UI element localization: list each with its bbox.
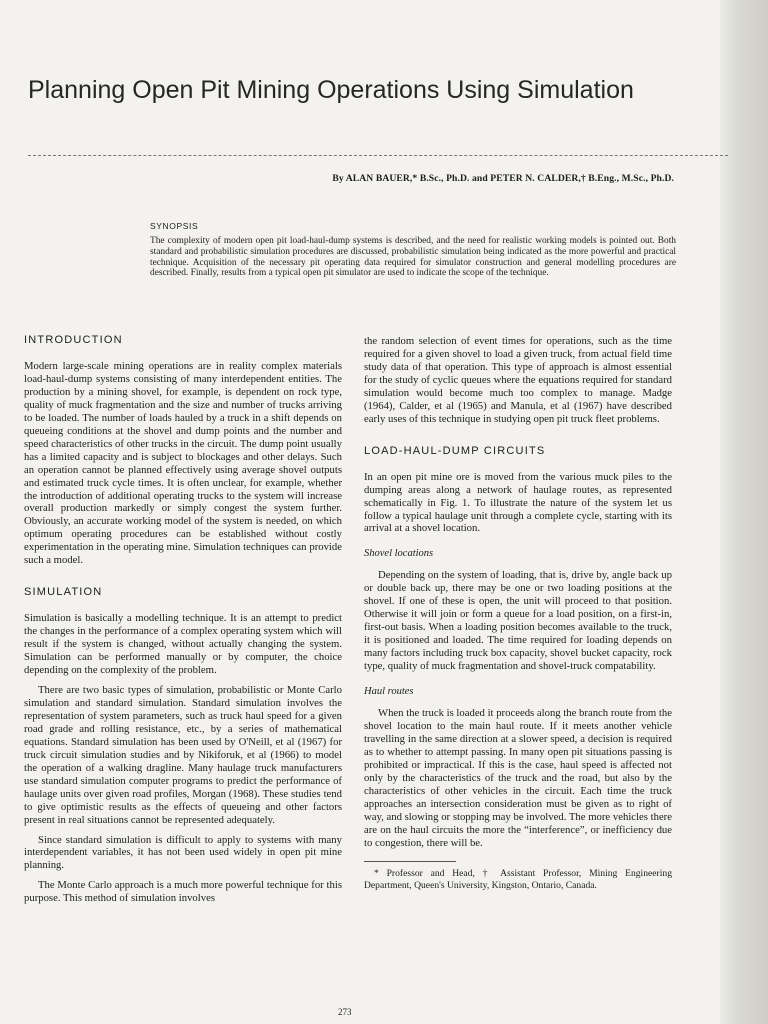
- simulation-paragraph-1: Simulation is basically a modelling technique. It is an attempt to predict the changes in the performance of a complex operating system which will result if the system is changed, without actually changing the system. Simulation can be performed manually or by computer, the choice depending on the complexity of the problem.: [24, 612, 342, 677]
- simulation-paragraph-3: Since standard simulation is difficult to apply to systems with many interdependent variables, it has not been used widely in open pit mine planning.: [24, 833, 342, 872]
- simulation-paragraph-2: There are two basic types of simulation, probabilistic or Monte Carlo simulation and standard simulation. Standard simulation involves the representation of system parameters, such as truck haul speed for a given road grade and rolling resistance, etc., by a series of mathematical equations. Standard simulation has been used by O'Neill, et al (1967) for truck circuit simulation studies and by Nikiforuk, et al (1966) to model the operation of a walking dragline. Many haulage truck manufacturers use standard simulation computer programs to predict the performance of haulage units over given road profiles, Morgan (1968). These studies tend to give optimistic results as the effects of queueing and other factors present in real situations cannot be represented adequately.: [24, 684, 342, 826]
- author-affiliation-footnote: * Professor and Head, † Assistant Professor, Mining Engineering Department, Queen's University, Kingston, Ontario, Canada.: [364, 868, 672, 892]
- load-haul-dump-paragraph: In an open pit mine ore is moved from the various muck piles to the dumping areas along a network of haulage routes, as represented schematically in Fig. 1. To illustrate the nature of the system let us follow a typical haulage unit through a complete cycle, starting with its arrival at a shovel location.: [364, 470, 672, 535]
- page-edge-shadow: [720, 0, 768, 1024]
- author-byline: By ALAN BAUER,* B.Sc., Ph.D. and PETER N. CALDER,† B.Eng., M.Sc., Ph.D.: [332, 173, 674, 184]
- load-haul-dump-heading: LOAD-HAUL-DUMP CIRCUITS: [364, 444, 546, 457]
- simulation-paragraph-4: The Monte Carlo approach is a much more powerful technique for this purpose. This method of simulation involves: [24, 879, 342, 905]
- synopsis-heading: SYNOPSIS: [150, 221, 199, 231]
- left-column: [24, 333, 342, 912]
- continuation-paragraph: the random selection of event times for operations, such as the time required for a given shovel to load a given truck, from actual field time study data of that operation. This type of approach is almost essential for the study of cyclic queues where the equations required for standard simulation would become much too complex to manage. Madge (1964), Calder, et al (1965) and Manula, et al (1967) have described early uses of this technique in studying open pit truck fleet problems.: [364, 335, 672, 425]
- synopsis-text: The complexity of modern open pit load-haul-dump systems is described, and the need for realistic working models is pointed out. Both standard and probabilistic simulation procedures are discussed, probabilistic simulation being indicated as the more powerful and practical technique. Acquisition of the necessary pit operating data required for simulator construction and general modelling procedures are described. Finally, results from a typical open pit simulator are used to indicate the scope of the technique.: [150, 236, 676, 279]
- shovel-locations-subheading: Shovel locations: [364, 548, 434, 560]
- introduction-heading: INTRODUCTION: [24, 334, 123, 346]
- footnote-divider: [364, 861, 456, 862]
- haul-routes-paragraph: When the truck is loaded it proceeds along the branch route from the shovel location to the main haul route. If it meets another vehicle travelling in the same direction at a slower speed, a decision is required as to whether to attempt passing. In many open pit situations passing is prohibited or impractical. If this is the case, haul speed is affected not only by the characteristics of the truck and the road, but also by the characteristics of other vehicles in the circuit. Each time the truck approaches an intersection consideration must be given as to right of way, and slowing or stopping may be involved. The more vehicles there are on the haul circuits the more the “interference”, or inefficiency due to congestion, there will be.: [364, 706, 672, 849]
- simulation-heading: SIMULATION: [24, 586, 103, 599]
- shovel-locations-paragraph: Depending on the system of loading, that is, drive by, angle back up or double back up, there may be one or two loading positions at the shovel. If one of these is open, the unit will proceed to that position. Otherwise it will join or form a queue for a load position, on a first-in, first-out basis. When a loading position becomes available to the truck, it is positioned and loaded. The time required for loading depends on many factors including truck box capacity, shovel bucket capacity, rock type, quality of muck fragmentation and shovel-truck compatability.: [364, 569, 672, 673]
- haul-routes-subheading: Haul routes: [364, 686, 414, 698]
- page-number: 273: [338, 1007, 352, 1017]
- title-divider: [28, 155, 728, 156]
- introduction-paragraph: Modern large-scale mining operations are in reality complex materials load-haul-dump systems consisting of many interdependent entities. The production by a mining shovel, for example, is dependent on rock type, quality of muck fragmentation and the size and number of trucks arriving to be loaded. The number of loads hauled by a truck in a shift depends on queueing conditions at the shovel and dump points and the number and speed characteristics of other trucks in the circuit. The dump point usually has a limited capacity and is subject to blockages and other delays. Such an operation cannot be planned effectively using average shovel outputs and estimated truck cycle times. It is often unclear, for example, whether the introduction of additional operating trucks to the system will increase overall production markedly or simply congest the system further. Obviously, an accurate working model of the system is needed, on which optimum operating procedures can be established without costly experimentation in the operating mine. Simulation techniques can provide such a model.: [24, 360, 342, 567]
- right-column: [364, 335, 672, 899]
- paper-title: Planning Open Pit Mining Operations Using Simulation: [28, 76, 634, 104]
